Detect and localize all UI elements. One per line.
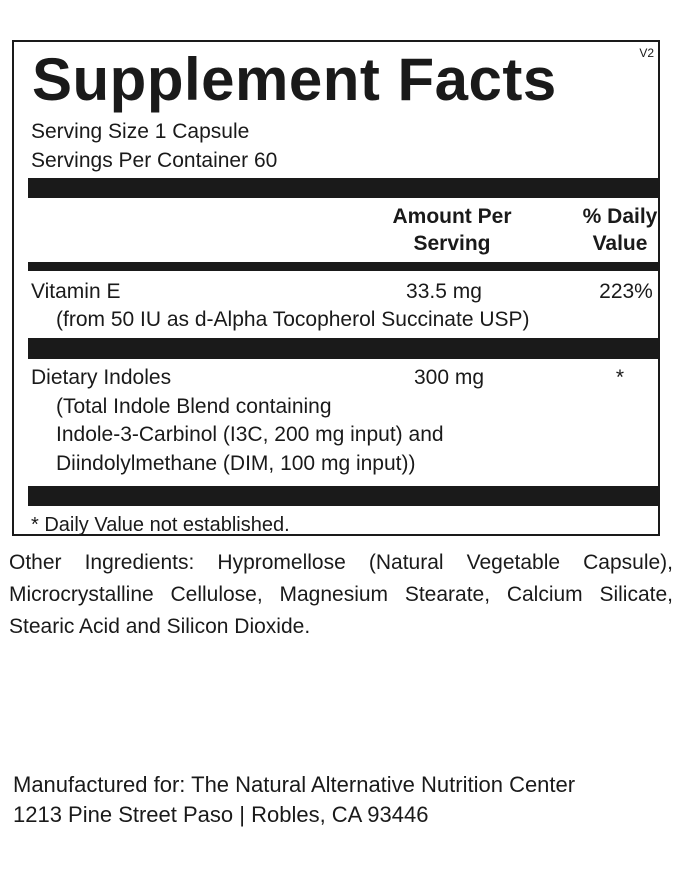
thick-divider: [28, 338, 658, 359]
nutrient-detail: Diindolylmethane (DIM, 100 mg input)): [56, 452, 416, 475]
nutrient-name: Dietary Indoles: [31, 366, 172, 389]
thick-divider: [28, 178, 658, 198]
footnote: * Daily Value not established.: [31, 514, 290, 536]
nutrient-daily-value: 223%: [599, 280, 653, 303]
manufacturer-address: 1213 Pine Street Paso | Robles, CA 93446: [13, 802, 429, 827]
other-ingredients: Other Ingredients: Hypromellose (Natural Vegetable Capsule), Microcrystalline Cellulose, Magnesium Stearate, Calcium Silicate, Stearic Acid and Silicon Dioxide.: [9, 551, 673, 638]
nutrient-amount: 300 mg: [413, 366, 485, 389]
nutrient-daily-value: *: [615, 366, 625, 389]
thick-divider: [28, 486, 658, 506]
servings-per-container: Servings Per Container 60: [31, 149, 278, 172]
nutrient-detail: Indole-3-Carbinol (I3C, 200 mg input) and: [56, 423, 444, 446]
panel-title: Supplement Facts: [32, 46, 557, 113]
manufacturer-line: Manufactured for: The Natural Alternative Nutrition Center: [13, 772, 576, 797]
daily-value-column-header: % Daily Value: [582, 205, 658, 255]
nutrient-detail: (Total Indole Blend containing: [56, 395, 332, 418]
version-label: V2: [639, 46, 654, 60]
serving-size: Serving Size 1 Capsule: [31, 120, 250, 143]
medium-divider: [28, 262, 658, 271]
nutrient-amount: 33.5 mg: [406, 280, 482, 303]
amount-column-header: Amount Per Serving: [392, 205, 512, 255]
nutrient-detail: (from 50 IU as d-Alpha Tocopherol Succinate USP): [56, 308, 530, 331]
supplement-facts-panel: [12, 40, 660, 536]
nutrient-name: Vitamin E: [31, 280, 121, 303]
manufacturer-info: [13, 770, 575, 830]
